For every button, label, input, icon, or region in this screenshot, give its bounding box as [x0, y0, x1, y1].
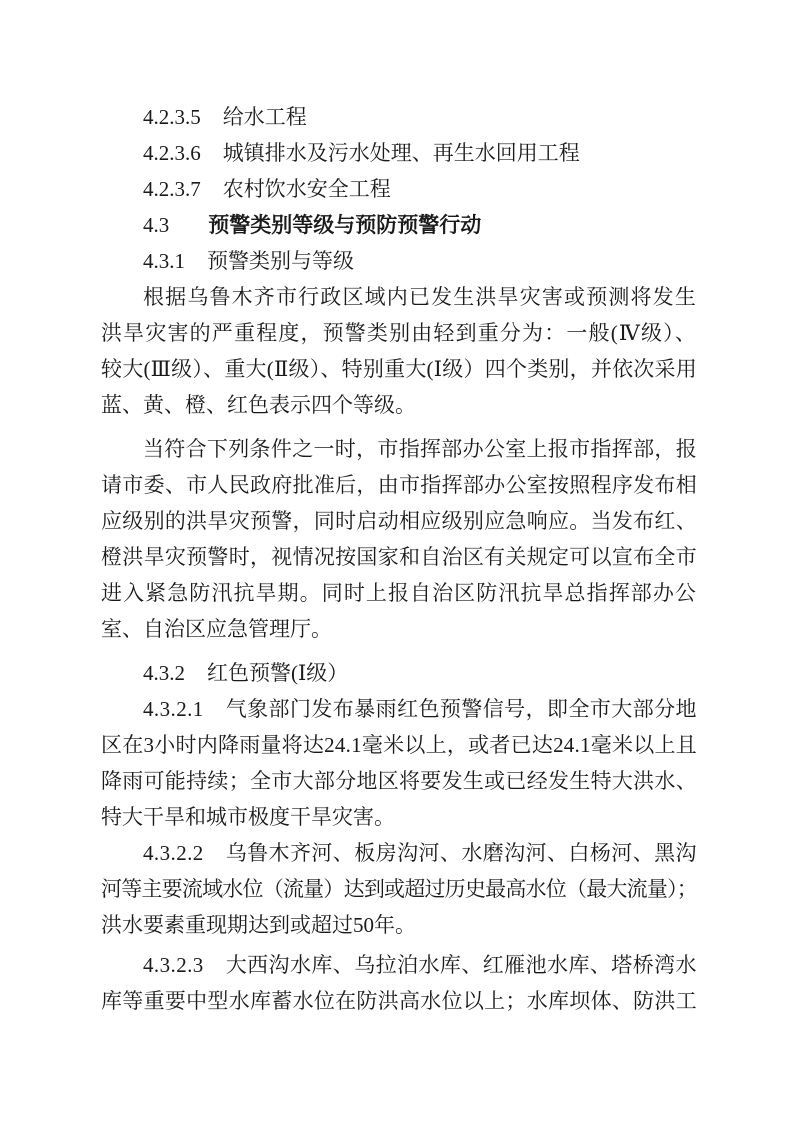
body-text: 橙洪旱灾预警时，视情况按国家和自治区有关规定可以宣布全市: [101, 545, 697, 569]
paragraph-line: [101, 907, 697, 943]
body-text: 根据乌鲁木齐市行政区域内已发生洪旱灾害或预测将发生: [143, 285, 697, 309]
paragraph-line: [101, 387, 697, 423]
paragraph-line: [101, 467, 697, 503]
paragraph-line: [101, 315, 697, 351]
body-text: 室、自治区应急管理厅。: [101, 617, 332, 641]
section-title: 红色预警(Ⅰ级）: [207, 661, 349, 685]
body-text: 乌鲁木齐河、板房沟河、水磨沟河、白杨河、黑沟: [225, 841, 697, 865]
indent: [101, 715, 143, 716]
paragraph-line: [101, 351, 697, 387]
body-text: 降雨可能持续；全市大部分地区将要发生或已经发生特大洪水、: [101, 769, 697, 793]
body-text: 河等主要流域水位（流量）达到或超过历史最高水位（最大流量）；: [101, 877, 697, 901]
section-title: 城镇排水及污水处理、再生水回用工程: [222, 141, 580, 165]
number-gap: [185, 267, 207, 268]
body-text: 气象部门发布暴雨红色预警信号，即全市大部分地: [225, 697, 697, 721]
paragraph-line: [101, 947, 697, 983]
number-gap: [169, 231, 208, 232]
body-text: 请市委、市人民政府批准后，由市指挥部办公室按照程序发布相: [101, 473, 697, 497]
indent: [101, 455, 143, 456]
paragraph-line: [101, 575, 697, 611]
body-text: 洪水要素重现期达到或超过50年。: [101, 913, 416, 937]
indent: [101, 231, 143, 232]
number-gap: [201, 159, 223, 160]
indent: [101, 303, 143, 304]
number-gap: [201, 123, 223, 124]
paragraph-line: [101, 691, 697, 727]
heading-4-3: [101, 207, 697, 243]
section-number: 4.3: [143, 213, 170, 237]
paragraph-line: [101, 983, 697, 1019]
body-text: 区在3小时内降雨量将达24.1毫米以上，或者已达24.1毫米以上且: [101, 733, 697, 757]
heading-4-2-3-7: [101, 171, 697, 207]
paragraph-line: [101, 539, 697, 575]
number-gap: [204, 715, 226, 716]
number-gap: [204, 971, 226, 972]
section-title: 预警类别等级与预防预警行动: [208, 213, 482, 237]
clause-number: 4.3.2.1: [143, 697, 204, 721]
indent: [101, 123, 143, 124]
section-number: 4.2.3.6: [143, 141, 201, 165]
paragraph-line: [101, 503, 697, 539]
body-text: 较大(Ⅲ级）、重大(Ⅱ级）、特别重大(Ⅰ级）四个类别，并依次采用: [101, 357, 697, 381]
section-number: 4.2.3.5: [143, 105, 201, 129]
body-text: 洪旱灾害的严重程度，预警类别由轻到重分为：一般(Ⅳ级）、: [101, 321, 697, 345]
clause-number: 4.3.2.2: [143, 841, 204, 865]
number-gap: [204, 859, 226, 860]
body-text: 应级别的洪旱灾预警，同时启动相应级别应急响应。当发布红、: [101, 509, 697, 533]
number-gap: [185, 679, 207, 680]
heading-4-3-1: [101, 243, 697, 279]
heading-4-3-2: [101, 655, 697, 691]
indent: [101, 971, 143, 972]
paragraph-line: [101, 799, 697, 835]
heading-4-2-3-5: [101, 99, 697, 135]
body-text: 库等重要中型水库蓄水位在防洪高水位以上；水库坝体、防洪工: [101, 989, 697, 1013]
section-title: 给水工程: [222, 105, 307, 129]
text-column: [101, 99, 697, 1019]
number-gap: [201, 195, 223, 196]
body-text: 大西沟水库、乌拉泊水库、红雁池水库、塔桥湾水: [225, 953, 697, 977]
indent: [101, 859, 143, 860]
indent: [101, 195, 143, 196]
section-title: 农村饮水安全工程: [222, 177, 391, 201]
indent: [101, 267, 143, 268]
paragraph-line: [101, 871, 697, 907]
section-number: 4.3.2: [143, 661, 185, 685]
section-number: 4.3.1: [143, 249, 185, 273]
indent: [101, 159, 143, 160]
indent: [101, 679, 143, 680]
paragraph-line: [101, 763, 697, 799]
body-text: 当符合下列条件之一时，市指挥部办公室上报市指挥部，报: [143, 437, 697, 461]
body-text: 特大干旱和城市极度干旱灾害。: [101, 805, 395, 829]
clause-number: 4.3.2.3: [143, 953, 204, 977]
paragraph-line: [101, 727, 697, 763]
paragraph-line: [101, 835, 697, 871]
heading-4-2-3-6: [101, 135, 697, 171]
section-title: 预警类别与等级: [207, 249, 354, 273]
section-number: 4.2.3.7: [143, 177, 201, 201]
paragraph-line: [101, 279, 697, 315]
paragraph-line: [101, 431, 697, 467]
body-text: 蓝、黄、橙、红色表示四个等级。: [101, 393, 416, 417]
paragraph-line: [101, 611, 697, 647]
body-text: 进入紧急防汛抗旱期。同时上报自治区防汛抗旱总指挥部办公: [101, 581, 697, 605]
